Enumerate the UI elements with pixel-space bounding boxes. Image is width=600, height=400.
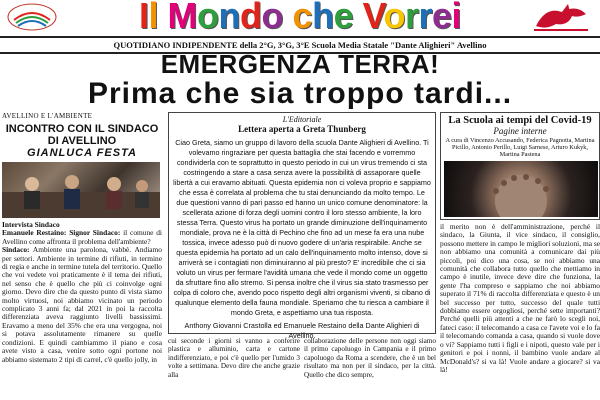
title-letter: o [261, 0, 284, 36]
newspaper-subline: QUOTIDIANO INDIPENDENTE della 2°G, 3°G, 3°E Scuola Media Statale "Dante Alighieri" Avellino [0, 36, 600, 54]
editorial-kicker: L'Editoriale [282, 115, 322, 124]
school-logo-icon [6, 2, 58, 32]
interview-continuation [168, 337, 436, 379]
title-letter [353, 0, 363, 36]
interview-text: il comune di Avellino come affronta il problema dell'ambiente? [2, 228, 162, 246]
interview-text: Ambiente una parolona, vabbè. Andiamo per settori. Ambiente in termine di rifiuti, in termine di regia e anche in termine tutela del territorio. Quello che voi vedete voi praticamente è il tema dei rifiuti, nel senso che è quello che più ci coinvolge ogni giorno. Devo dire che da questo punto di vista siamo molto virtuosi, noi abbiamo vicinato un periodo complicato 3 anni fa; dal 2021 in poi la raccolta differenziata aveva raggiunto livelli bassissimi. Eravamo a meno del 35% che era una vergogna, noi si potava assolutamente rimanere su quelle condizioni. E quindi cambiammo il piano e cosa avete visto a casa, venire sotto ogni portone noi abbiamo sistemato 2 tipi di carrel, c'è quello jolly, in [2, 245, 162, 364]
meeting-photo [2, 162, 160, 218]
interview-speaker: Emanuele Restaino: Signor Sindaco: [2, 228, 121, 238]
editorial-title: Lettera aperta a Greta Thunberg [238, 124, 366, 134]
interview-paragraph [2, 246, 162, 364]
covid-credits: A cura di Vincenzo Accusando, Federica Pagnotta, Martina Picillo, Antonio Perillo, Luigi Sarnese, Arturo Kukyk, Martina Pastena [445, 137, 595, 158]
main-headline: EMERGENZA TERRA! [160, 49, 440, 79]
dragon-logo-icon [528, 0, 594, 36]
title-letter [158, 0, 168, 36]
main-subheadline: Prima che sia troppo tardi... [87, 77, 513, 110]
title-letter: r [404, 0, 419, 36]
right-column [440, 112, 600, 400]
continuation-col-2: collaborazione delle persone non oggi siamo il primo capoluogo in Campania e il primo capoluogo da Roma a scendere, che è un bel risultato ma non per il sindaco, per la città. Quello che dico sempre, [304, 337, 436, 379]
newspaper-title [70, 0, 530, 36]
left-column [2, 112, 162, 400]
title-letter: I [138, 0, 149, 36]
title-letter: e [431, 0, 452, 36]
masthead [0, 0, 600, 36]
title-letter: r [418, 0, 432, 36]
interview-speaker: Sindaco: [2, 245, 30, 255]
title-letter: M [167, 0, 198, 36]
interview-name: GIANLUCA FESTA [27, 147, 137, 159]
interview-paragraph [2, 229, 162, 246]
title-letter [283, 0, 293, 36]
title-letter: h [312, 0, 334, 36]
editorial-body: Ciao Greta, siamo un gruppo di lavoro della scuola Dante Alighieri di Avellino. Ti volevamo ringraziare per questa battaglia che stai facendo e vorremmo condividerla con te soprattutto in questo periodo in cui un virus tremendo ci sta costringendo a stare a casa senza avere la possibilità di assaporare quelle libertà a cui eravamo abituati. Questa epidemia non ci voleva proprio e sappiamo che essa è correlata al problema che tu stai denunciando da molto tempo. Le due questioni vanno di pari passo ed hanno un unico comune denominatore: la scellerata azione di forza degli uomini contro il loro stesso ambiente, la loro stessa Terra. Questo virus ha portato un grande diminuzione dell'inquinamento mondiale, prova ne è la città di Pechino che fino ad un mese fa era una nube tossica, invece adesso può di nuovo godere di un'aria respirabile. Anche se questa epidemia ha portato ad un calo dell'inquinamento molto intenso, dove si arriverà se i contagiati non diminuiranno al più presto? E' incredibile che ci sia voluto un virus per fermare l'avidità umana che vede il mondo come un oggetto da sfruttare fino allo stremo. Si pensa inoltre che il virus sia stato trasmesso per colpa di coloro che, avendo poco rispetto degli altri organismi viventi, si cibano di qualunque elemento della fauna mondiale. Speriamo che tu riesca a cambiare il mondo Greta, e aspettiamo una tua risposta. [173, 138, 431, 317]
editorial-signature: Anthony Giovanni Crastolla ed Emanuele Restaino della Dante Alighieri di Avellino. [184, 321, 420, 340]
title-letter: c [292, 0, 313, 36]
left-section-label: AVELLINO E L'AMBIENTE [2, 112, 93, 120]
editorial-box [168, 112, 436, 340]
covid-title: La Scuola ai tempi del Covid-19 [448, 115, 592, 126]
title-letter: e [333, 0, 354, 36]
title-letter: o [383, 0, 405, 36]
title-letter: i [451, 0, 462, 36]
title-letter: o [197, 0, 219, 36]
continuation-col-1: cui seconde i giorni si vanno a conferire plastica e alluminio, carta e cartone indifferenziato, e poi c'è quello per l'umido 3 volte a settimana. Devo dire che anche grazie alla [168, 337, 300, 379]
virus-image [444, 161, 598, 217]
covid-subtitle: Pagine interne [493, 126, 547, 136]
title-letter: n [218, 0, 241, 36]
middle-column [168, 112, 436, 400]
interview-continuation-right: il merito non è dell'amministrazione, perché il sindaco, la Giunta, il vice sindaco, il consiglio, possono mettere in campo le migliori soluzioni, ma se non abbiamo una comunità a comunicare dai più piccoli, poi dico una cosa, se noi abbiamo una comunità che collabora tutto quello che mettiamo in campo è inutile, invece deve dire che funziona, la gente l'ha compreso e sappiamo che noi abbiamo superato il 71% di raccolta differenziata e questo è un bel successo per tutto, successo del quale tutti dobbiamo essere orgogliosi, perché sette importanti? Perché quelli più attenti a che ne farò lo scegli noi, fateci caso: il telecomando a casa ce l'avete voi e lo fa il telecomando comanda a casa, quando si vuole dove o vi? Sappiamo tutti i figli e i nipoti, questo vale per i genitori e poi i nonni, il bambino vuole andare al McDonald's? si va là! Vuole andare a giocare? si va là! [440, 222, 600, 374]
title-letter: d [240, 0, 262, 36]
interview-speaker: Intervista Sindaco [2, 220, 60, 229]
covid-box [440, 112, 600, 220]
interview-headline: INCONTRO CON IL SINDACO DI AVELLINO [5, 123, 159, 147]
title-letter: V [362, 0, 384, 36]
title-letter: l [148, 0, 158, 36]
interview-body [2, 221, 162, 364]
